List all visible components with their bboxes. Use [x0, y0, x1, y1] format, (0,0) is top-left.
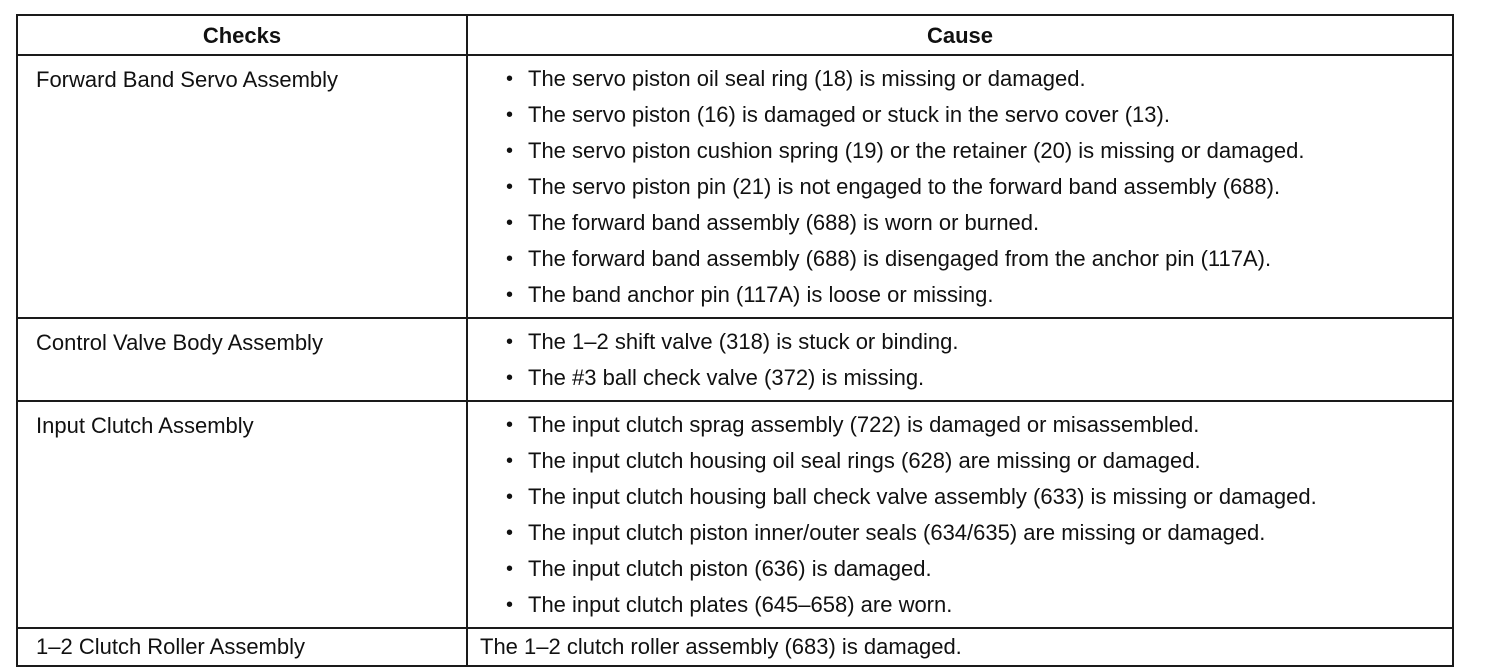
cause-text: The servo piston cushion spring (19) or the retainer (20) is missing or damaged. — [528, 138, 1305, 163]
cause-item — [504, 324, 1452, 360]
cause-text: The #3 ball check valve (372) is missing. — [528, 365, 925, 390]
bullet-icon: • — [506, 367, 514, 389]
bullet-icon: • — [506, 522, 514, 544]
cause-list — [468, 319, 1452, 400]
check-cell — [17, 55, 467, 318]
bullet-icon: • — [506, 558, 514, 580]
bullet-icon: • — [506, 68, 514, 90]
table-row — [17, 628, 1453, 666]
cause-item — [504, 587, 1452, 623]
cause-text: The input clutch housing ball check valve assembly (633) is missing or damaged. — [528, 484, 1317, 509]
cause-cell — [467, 318, 1453, 401]
bullet-icon: • — [506, 450, 514, 472]
table-row — [17, 318, 1453, 401]
cause-text: The forward band assembly (688) is worn or burned. — [528, 210, 1040, 235]
cause-text: The band anchor pin (117A) is loose or missing. — [528, 282, 994, 307]
cause-text: The servo piston pin (21) is not engaged to the forward band assembly (688). — [528, 174, 1281, 199]
cause-text: The input clutch piston inner/outer seals (634/635) are missing or damaged. — [528, 520, 1266, 545]
bullet-icon: • — [506, 104, 514, 126]
cause-text: The input clutch sprag assembly (722) is damaged or misassembled. — [528, 412, 1200, 437]
table-header-row — [17, 15, 1453, 55]
check-label: Input Clutch Assembly — [36, 413, 254, 438]
diagnostic-table — [16, 14, 1454, 667]
check-label: 1–2 Clutch Roller Assembly — [36, 634, 306, 659]
bullet-icon: • — [506, 212, 514, 234]
cause-item — [504, 241, 1452, 277]
cause-text: The servo piston oil seal ring (18) is missing or damaged. — [528, 66, 1086, 91]
cause-text: The forward band assembly (688) is disengaged from the anchor pin (117A). — [528, 246, 1272, 271]
bullet-icon: • — [506, 248, 514, 270]
cause-list — [468, 56, 1452, 317]
check-cell — [17, 628, 467, 666]
checks-column-header: Checks — [17, 15, 467, 55]
check-label: Forward Band Servo Assembly — [36, 67, 339, 92]
bullet-icon: • — [506, 594, 514, 616]
cause-text: The 1–2 clutch roller assembly (683) is damaged. — [480, 634, 962, 659]
cause-item — [504, 277, 1452, 313]
cause-text: The input clutch plates (645–658) are worn. — [528, 592, 953, 617]
cause-cell — [467, 401, 1453, 628]
cause-item — [504, 205, 1452, 241]
cause-item — [504, 479, 1452, 515]
cause-item — [504, 551, 1452, 587]
bullet-icon: • — [506, 414, 514, 436]
cause-text: The input clutch housing oil seal rings (628) are missing or damaged. — [528, 448, 1201, 473]
cause-item — [504, 61, 1452, 97]
check-cell — [17, 401, 467, 628]
cause-item — [504, 443, 1452, 479]
cause-item — [504, 97, 1452, 133]
cause-item — [504, 515, 1452, 551]
cause-item — [504, 169, 1452, 205]
cause-text: The 1–2 shift valve (318) is stuck or binding. — [528, 329, 959, 354]
cause-item — [504, 407, 1452, 443]
table-row — [17, 55, 1453, 318]
cause-text: The input clutch piston (636) is damaged. — [528, 556, 932, 581]
bullet-icon: • — [506, 284, 514, 306]
cause-text: The servo piston (16) is damaged or stuck in the servo cover (13). — [528, 102, 1170, 127]
bullet-icon: • — [506, 140, 514, 162]
cause-cell — [467, 628, 1453, 666]
bullet-icon: • — [506, 176, 514, 198]
cause-column-header: Cause — [467, 15, 1453, 55]
cause-item — [504, 133, 1452, 169]
cause-list — [468, 402, 1452, 627]
bullet-icon: • — [506, 486, 514, 508]
cause-item — [504, 360, 1452, 396]
bullet-icon: • — [506, 331, 514, 353]
check-cell — [17, 318, 467, 401]
check-label: Control Valve Body Assembly — [36, 330, 323, 355]
table-row — [17, 401, 1453, 628]
cause-cell — [467, 55, 1453, 318]
